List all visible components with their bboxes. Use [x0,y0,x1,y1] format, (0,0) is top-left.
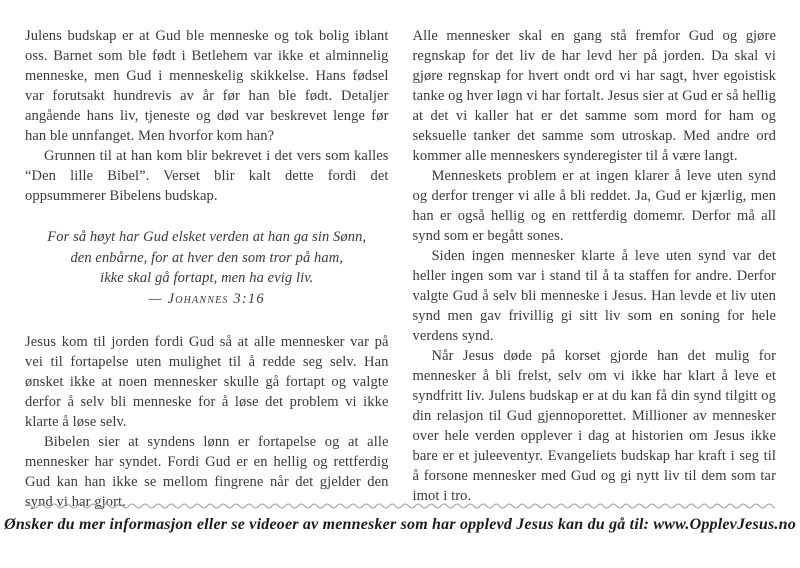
paragraph: Grunnen til at han kom blir bekrevet i det vers som kalles “Den lille Bibel”. Verset blir kalt dette fordi det oppsummerer Bibelens budskap. [25,148,389,204]
quote-line: ikke skal gå fortapt, men ha evig liv. [100,270,314,286]
wavy-divider [25,501,775,511]
bible-verse-quote [31,227,383,309]
footer-text: Ønsker du mer informasjon eller se videoer av mennesker som har opplevd Jesus kan du gå til: www.OpplevJesus.no [4,516,796,533]
left-column [25,26,389,512]
quote-line: For så høyt har Gud elsket verden at han ga sin Sønn, [47,229,367,245]
paragraph: Bibelen sier at syndens lønn er fortapelse og at alle mennesker har syndet. Fordi Gud er en hellig og rettferdig Gud kan han ikke se mellom fingrene når det gjelder den synd vi har gjort. [25,434,389,510]
quote-attribution: — Johannes 3:16 [148,290,265,307]
right-column [413,26,777,512]
paragraph: Jesus kom til jorden fordi Gud så at alle mennesker var på vei til fortapelse uten mulighet til å redde seg selv. Han ønsket ikke at noen mennesker skulle gå fortapt og valgte derfor å selv bli menneske for å løse det problem vi ikke klarte å løse selv. [25,334,389,430]
paragraph: Menneskets problem er at ingen klarer å leve uten synd og derfor trenger vi alle å bli reddet. Ja, Gud er kjærlig, men han er også hellig og en rettferdig domemr. Derfor må all synd som er begått sones. [412,168,776,244]
body-text-columns [25,26,776,512]
paragraph: Siden ingen mennesker klarte å leve uten synd var det heller ingen som var i stand til å ta staffen for andre. Derfor valgte Gud å selv bli menneske i Jesus. Han levde et liv uten synd men gav frivillig gi sitt liv som en soning for hele verdens synd. [412,248,776,344]
paragraph: Når Jesus døde på korset gjorde han det mulig for mennesker å bli frelst, selv om vi ikke har klart å leve et syndfritt liv. Julens budskap er at du kan få din synd tilgitt og din relasjon til Gud gjennoporettet. Millioner av mennesker over hele verden opplever i dag at historien om Jesus ikke bare er et juleeventyr. Evangeliets budskap har kraft i seg til å forsone mennesker med Gud og gi nytt liv til dem som tar imot i tro. [412,348,776,504]
quote-line: den enbårne, for at hver den som tror på ham, [70,249,344,266]
paragraph: Julens budskap er at Gud ble menneske og tok bolig iblant oss. Barnet som ble født i Betlehem var ikke et alminnelig menneske, men Gud i menneskelig skikkelse. Hans fødsel var forutsakt hundrevis av år før han ble født. Detaljer angående hans liv, tjeneste og død var beskrevet lenge før han ble unnfanget. Men hvorfor kom han? [25,28,389,144]
paragraph: Alle mennesker skal en gang stå fremfor Gud og gjøre regnskap for det liv de har levd her på jorden. Da skal vi gjøre regnskap for hvert ondt ord vi har sagt, hver egoistisk tanke og hver løgn vi har fortalt. Jesus sier at Gud er så hellig at det vi kaller hat er det samme som mord for ham og seksuelle tanker det samme som utroskap. Med andre ord kommer alle menneskers synderegister til å være langt. [412,28,776,164]
